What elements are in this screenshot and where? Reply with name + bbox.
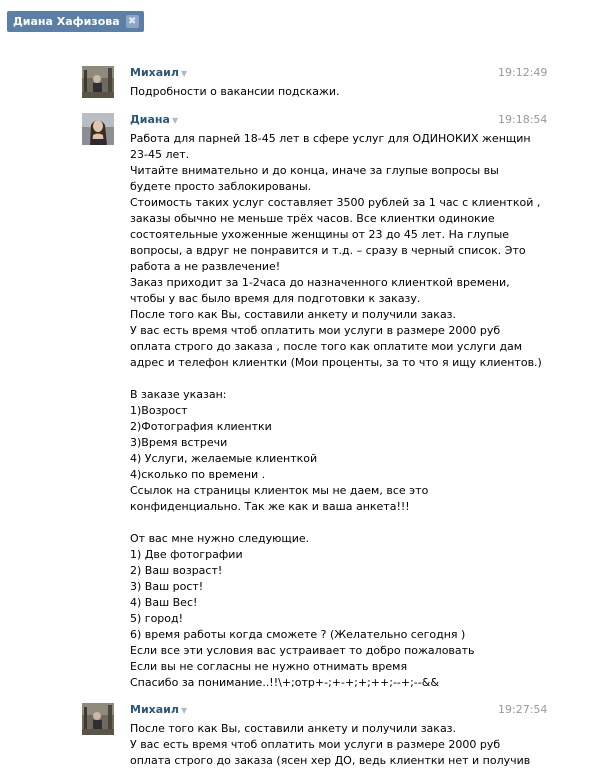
dropdown-arrow-icon[interactable]: ▼ [171,116,179,125]
message-time[interactable]: 19:12:49 [498,66,548,79]
message-author[interactable] [130,703,187,718]
avatar-photo-icon [82,113,114,145]
text-line: После того как Вы, составили анкету и получили заказ. [130,308,457,321]
message-time[interactable]: 19:27:54 [498,703,548,716]
avatar-mikhail[interactable] [82,66,114,98]
avatar-photo-icon [82,703,114,735]
tab-label: Диана Хафизова [13,15,120,28]
text-line: состоятельные ухоженные женщины от 23 до 45 лет. На глупые [130,228,510,241]
message-text [130,84,490,100]
text-line: 6) время работы когда сможете ? (Желательно сегодня ) [130,628,466,641]
text-line: У вас есть время чтоб оплатить мои услуги в размере 2000 руб [130,324,501,337]
avatar-photo-icon [82,66,114,98]
text-line: 4)сколько по времени . [130,468,266,481]
text-line: 23-45 лет. [130,148,190,161]
text-line: После того как Вы, составили анкету и получили заказ. [130,722,457,735]
message-text [130,721,531,769]
message-item[interactable] [0,113,609,693]
text-line: адрес и телефон клиентки (Мои проценты, за то что я ищу клиентов.) [130,356,542,369]
text-line: вопросы, а вдруг не понравится и т.д. – сразу в черный список. Это [130,244,526,257]
text-line: Подробности о вакансии подскажи. [130,85,340,98]
author-name[interactable]: Диана [130,113,170,126]
text-line: 2)Фотография клиентки [130,420,272,433]
text-line: 1)Возрост [130,404,188,417]
text-line: чтобы у вас было время для подготовки к заказу. [130,292,421,305]
text-line [130,515,490,531]
message-author[interactable] [130,113,178,128]
text-line: 4) Услуги, желаемые клиенткой [130,452,318,465]
dropdown-arrow-icon[interactable]: ▼ [180,69,188,78]
text-line: Если вы не согласны не нужно отнимать время [130,660,408,673]
text-line: Стоимость таких услуг составляет 3500 рублей за 1 час с клиенткой , [130,196,541,209]
text-line: 3)Время встречи [130,436,228,449]
text-line: будете просто заблокированы. [130,180,312,193]
message-time[interactable]: 19:18:54 [498,113,548,126]
text-line: 4) Ваш Вес! [130,596,198,609]
message-item[interactable] [0,66,609,106]
text-line: 1) Две фотографии [130,548,243,561]
message-author[interactable] [130,66,187,81]
author-name[interactable]: Михаил [130,66,179,79]
text-line: заказы обычно не меньше трёх часов. Все клиентки одинокие [130,212,495,225]
avatar-mikhail[interactable] [82,703,114,735]
text-line: Ссылок на страницы клиенток мы не даем, все это [130,484,429,497]
text-line: Работа для парней 18-45 лет в сфере услуг для ОДИНОКИХ женщин [130,132,531,145]
text-line: Заказ приходит за 1-2часа до назначенного клиенткой времени, [130,276,510,289]
text-line: Читайте внимательно и до конца, иначе за глупые вопросы вы [130,164,499,177]
text-line: 5) город! [130,612,184,625]
text-line: У вас есть время чтоб оплатить мои услуги в размере 2000 руб [130,738,501,751]
text-line: От вас мне нужно следующие. [130,532,310,545]
dropdown-arrow-icon[interactable]: ▼ [180,706,188,715]
close-icon[interactable]: ✖ [126,15,139,28]
text-line [130,371,490,387]
text-line: Спасибо за понимание..!!\+;отр+-;+-+;+;++;--+;--&& [130,676,439,689]
text-line: 2) Ваш возраст! [130,564,223,577]
text-line: Если все эти условия вас устраивает то добро пожаловать [130,644,475,657]
avatar-diana[interactable] [82,113,114,145]
author-name[interactable]: Михаил [130,703,179,716]
text-line: работа а не развлечение! [130,260,281,273]
text-line: оплата строго до заказа (ясен хер ДО, ведь клиентки нет и получив [130,754,531,767]
text-line: оплата строго до заказа , после того как оплатите мои услуги дам [130,340,523,353]
message-text [130,131,542,691]
text-line: В заказе указан: [130,388,227,401]
message-item[interactable] [0,703,609,769]
text-line: 3) Ваш рост! [130,580,204,593]
text-line: конфиденциально. Так же как и ваша анкета!!! [130,500,410,513]
